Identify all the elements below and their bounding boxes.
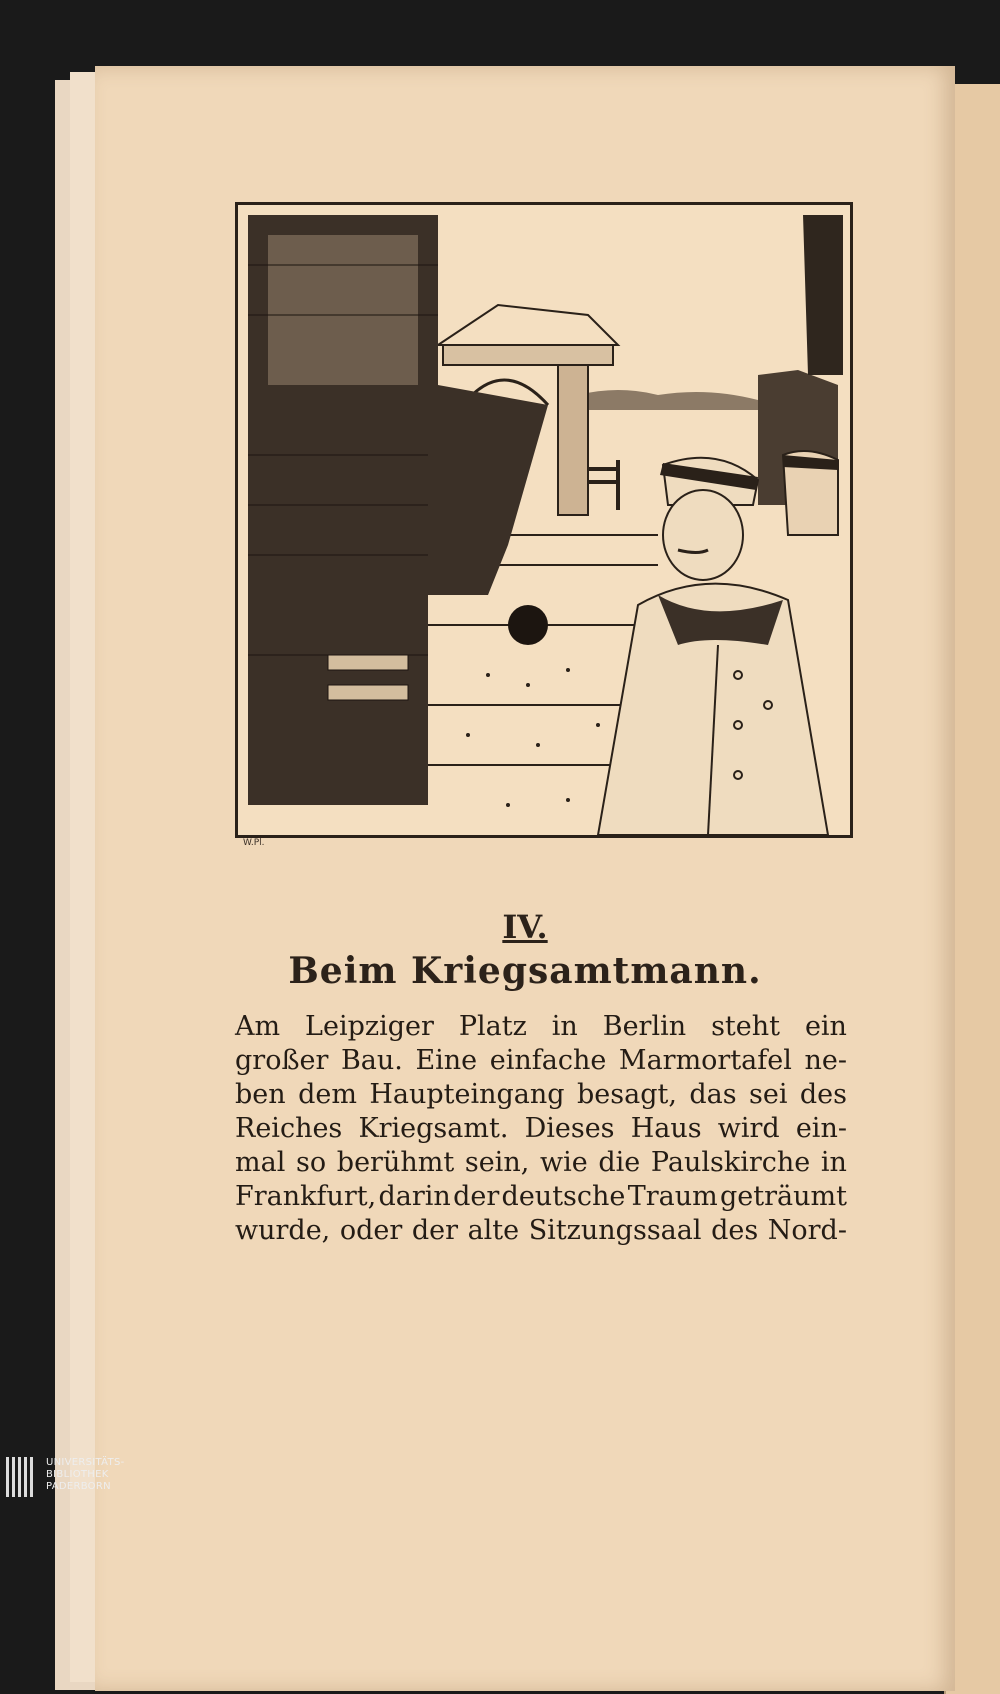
word: darin	[378, 1181, 451, 1212]
word: der	[411, 1215, 458, 1246]
logo-line: PADERBORN	[46, 1481, 111, 1492]
word: großer	[235, 1045, 329, 1076]
word: Haus	[630, 1113, 702, 1144]
word: Sitzungssaal	[528, 1215, 702, 1246]
illustration-signature: W.Pl.	[243, 838, 265, 848]
book-page	[95, 66, 955, 1691]
word: geträumt	[719, 1181, 847, 1212]
word: wird	[717, 1113, 780, 1144]
word: ein	[804, 1011, 847, 1042]
word: ein-	[795, 1113, 847, 1144]
text-line	[235, 1214, 847, 1248]
word: in	[551, 1011, 578, 1042]
word: Am	[235, 1011, 281, 1042]
word: das	[689, 1079, 737, 1110]
word: besagt,	[576, 1079, 677, 1110]
word: Traum	[627, 1181, 718, 1212]
word: oder	[339, 1215, 403, 1246]
word: berühmt	[336, 1147, 455, 1178]
text-line	[235, 1010, 847, 1044]
word: in	[820, 1147, 847, 1178]
word: dem	[298, 1079, 357, 1110]
word: die	[598, 1147, 641, 1178]
illustration-drawing	[238, 205, 850, 835]
library-logo	[6, 1455, 136, 1500]
text-line	[235, 1112, 847, 1146]
word: so	[296, 1147, 327, 1178]
word: des	[799, 1079, 847, 1110]
word: Frankfurt,	[235, 1181, 377, 1212]
word: sei	[748, 1079, 788, 1110]
word: ben	[235, 1079, 286, 1110]
chapter-number: IV.	[502, 908, 548, 946]
word: Marmortafel	[618, 1045, 792, 1076]
word: alte	[467, 1215, 520, 1246]
word: steht	[711, 1011, 780, 1042]
word: wurde,	[235, 1215, 331, 1246]
word: Eine	[415, 1045, 478, 1076]
word: ne-	[804, 1045, 847, 1076]
illustration	[235, 202, 853, 838]
word: Kriegsamt.	[358, 1113, 509, 1144]
word: Bau.	[340, 1045, 403, 1076]
text-line	[235, 1078, 847, 1112]
word: des	[711, 1215, 759, 1246]
body-text	[235, 1010, 847, 1248]
word: deutsche	[501, 1181, 626, 1212]
word: wie	[539, 1147, 588, 1178]
logo-line: UNIVERSITÄTS-	[46, 1457, 125, 1468]
text-line	[235, 1146, 847, 1180]
word: Paulskirche	[650, 1147, 811, 1178]
word: sein,	[464, 1147, 530, 1178]
word: Nord-	[767, 1215, 847, 1246]
word: Haupteingang	[369, 1079, 565, 1110]
word: mal	[235, 1147, 286, 1178]
library-logo-icon	[6, 1457, 36, 1497]
word: der	[453, 1181, 500, 1212]
word: einfache	[489, 1045, 607, 1076]
logo-line: BIBLIOTHEK	[46, 1469, 109, 1480]
chapter-title: Beim Kriegsamtmann.	[288, 950, 762, 992]
word: Berlin	[602, 1011, 687, 1042]
word: Dieses	[524, 1113, 615, 1144]
text-line	[235, 1044, 847, 1078]
word: Platz	[458, 1011, 527, 1042]
word: Leipziger	[305, 1011, 434, 1042]
word: Reiches	[235, 1113, 343, 1144]
text-line	[235, 1180, 847, 1214]
